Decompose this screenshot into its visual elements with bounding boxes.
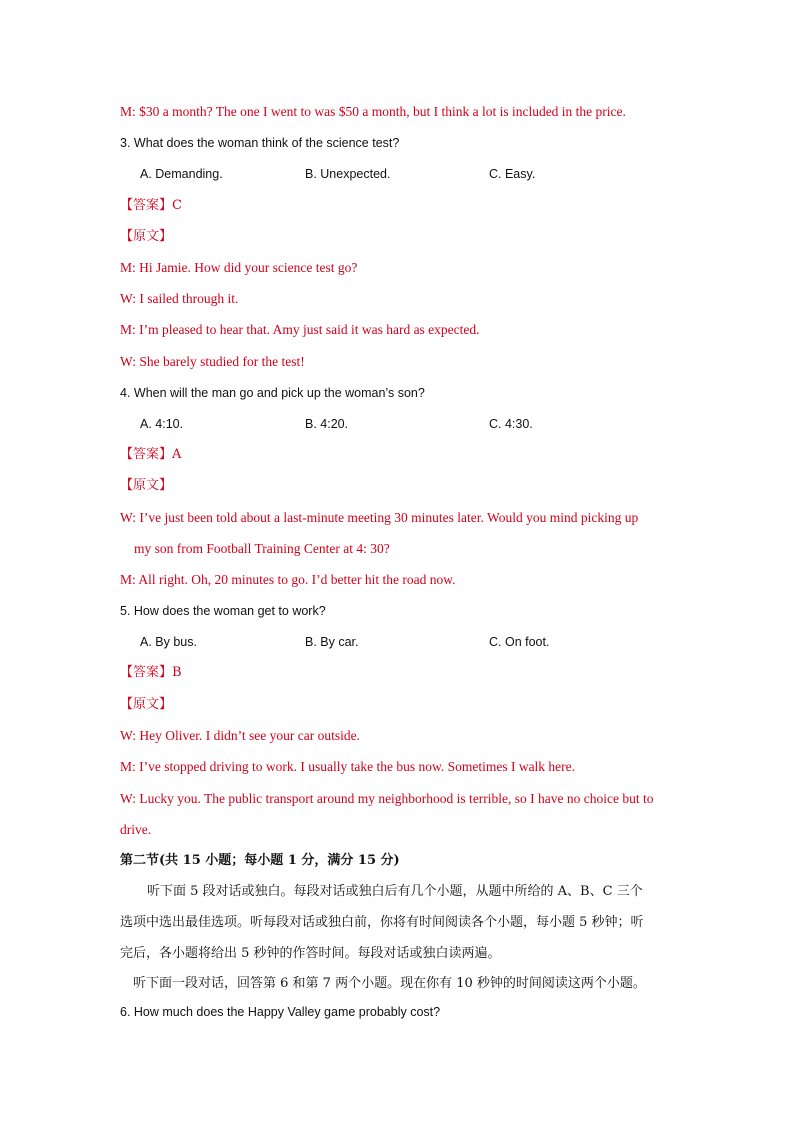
q4-option-b: B. 4:20. [305, 417, 349, 431]
q3-option-a: A. Demanding. [140, 167, 223, 181]
q5-transcript-line: W: Hey Oliver. I didn’t see your car outside. [120, 728, 360, 743]
question-6: 6. How much does the Happy Valley game probably cost? [120, 1005, 441, 1019]
transcript-line: M: $30 a month? The one I went to was $50 a month, but I think a lot is included in the price. [120, 104, 626, 119]
q4-transcript-line: my son from Football Training Center at 4: 30? [134, 541, 390, 556]
q5-transcript-line: M: I’ve stopped driving to work. I usually take the bus now. Sometimes I walk here. [120, 759, 576, 774]
q3-transcript-line: M: Hi Jamie. How did your science test go? [120, 260, 358, 275]
q3-original-label: 【原文】 [120, 229, 173, 244]
q3-transcript-line: M: I’m pleased to hear that. Amy just said it was hard as expected. [120, 322, 480, 337]
q5-transcript-line: drive. [120, 822, 152, 837]
q3-transcript-line: W: I sailed through it. [120, 291, 239, 306]
q4-answer: 【答案】A [120, 447, 182, 462]
q5-answer: 【答案】B [120, 665, 182, 680]
section-2-heading: 第二节(共 15 小题；每小题 1 分，满分 15 分) [120, 853, 400, 868]
q5-original-label: 【原文】 [120, 697, 173, 712]
q3-option-b: B. Unexpected. [305, 167, 391, 181]
q3-option-c: C. Easy. [489, 167, 536, 181]
q3-answer: 【答案】C [120, 198, 182, 213]
q5-transcript-line: W: Lucky you. The public transport around my neighborhood is terrible, so I have no choice but to [120, 791, 654, 806]
section-2-instruction: 听下面 5 段对话或独白。每段对话或独白后有几个小题，从题中所给的 A、B、C 三个 [147, 884, 643, 899]
q4-original-label: 【原文】 [120, 478, 173, 493]
question-3: 3. What does the woman think of the science test? [120, 136, 400, 150]
q5-option-a: A. By bus. [140, 635, 197, 649]
q3-transcript-line: W: She barely studied for the test! [120, 354, 305, 369]
q5-option-b: B. By car. [305, 635, 359, 649]
question-5: 5. How does the woman get to work? [120, 604, 326, 618]
section-2-instruction: 选项中选出最佳选项。听每段对话或独白前，你将有时间阅读各个小题，每小题 5 秒钟；听 [120, 915, 644, 930]
question-4: 4. When will the man go and pick up the woman’s son? [120, 386, 425, 400]
q4-transcript-line: M: All right. Oh, 20 minutes to go. I’d better hit the road now. [120, 572, 456, 587]
q5-option-c: C. On foot. [489, 635, 550, 649]
section-2-sub-instruction: 听下面一段对话，回答第 6 和第 7 两个小题。现在你有 10 秒钟的时间阅读这两个小题。 [133, 976, 646, 991]
q4-transcript-line: W: I’ve just been told about a last-minute meeting 30 minutes later. Would you mind picking up [120, 510, 639, 525]
q4-option-c: C. 4:30. [489, 417, 533, 431]
q4-option-a: A. 4:10. [140, 417, 184, 431]
section-2-instruction: 完后，各小题将给出 5 秒钟的作答时间。每段对话或独白读两遍。 [120, 946, 501, 961]
